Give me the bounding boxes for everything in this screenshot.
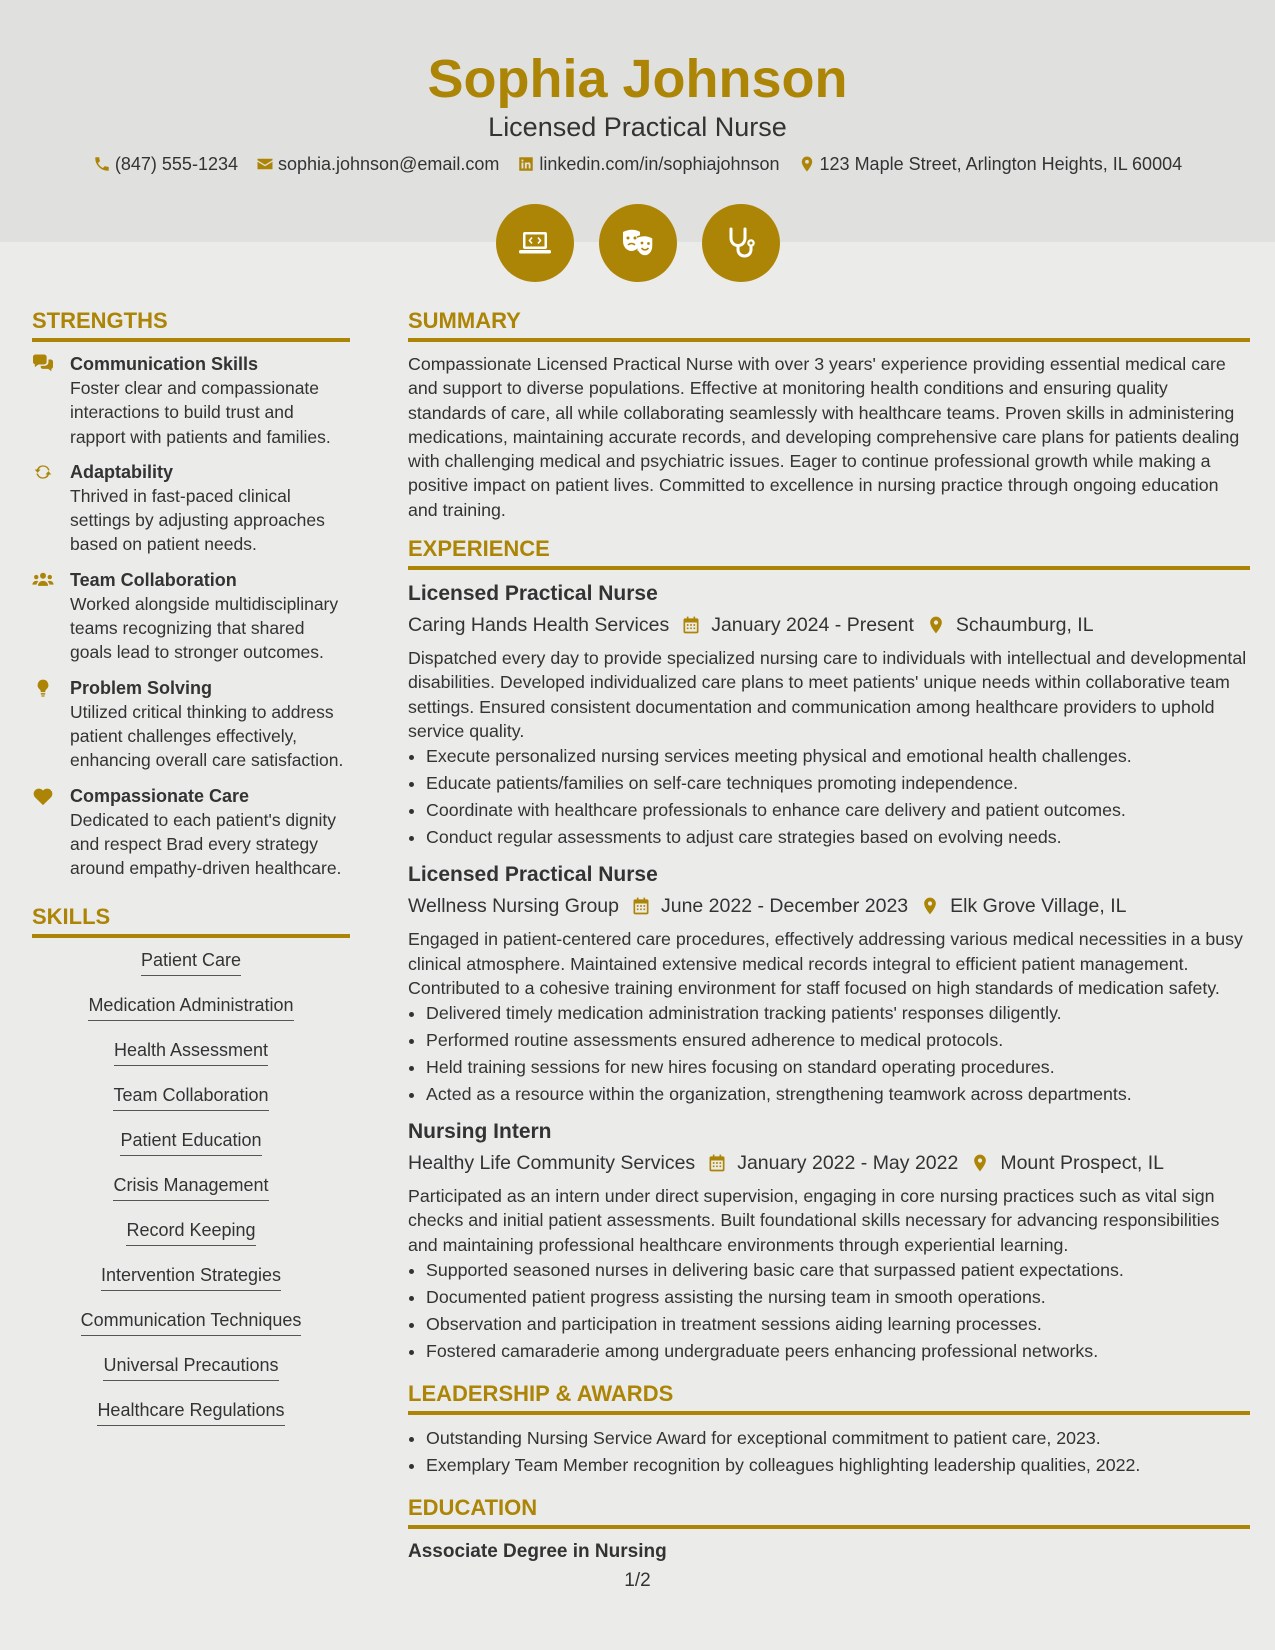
- skill-item: Health Assessment: [114, 1038, 268, 1066]
- job-role: Licensed Practical Nurse: [408, 863, 658, 887]
- list-item: • Execute personalized nursing services meeting physical and emotional health challenges.: [426, 743, 1250, 770]
- page-number: 1/2: [624, 1570, 651, 1591]
- job-meta: [408, 1149, 1250, 1177]
- job-location: Schaumburg, IL: [955, 614, 1094, 637]
- skill-item: Communication Techniques: [81, 1308, 302, 1336]
- skill-item: Medication Administration: [88, 993, 293, 1021]
- job-dates: June 2022 - December 2023: [660, 895, 909, 918]
- job-dates: January 2024 - Present: [711, 614, 914, 637]
- skill-item: Team Collaboration: [113, 1083, 268, 1111]
- stethoscope-badge: [702, 204, 780, 282]
- list-item: • Delivered timely medication administration tracking patients' responses diligently.: [426, 1000, 1250, 1027]
- contact-email[interactable]: [256, 152, 499, 176]
- strength-desc: Dedicated to each patient's dignity and respect Brad every strategy around empathy-driven healthcare.: [70, 809, 342, 879]
- list-item: • Educate patients/families on self-care techniques promoting independence.: [426, 770, 1250, 797]
- job-description: Dispatched every day to provide specialized nursing care to individuals with intellectual and developmental disabilities. Developed individualized care plans to meet patients' unique needs within collaborative team settings. Ensured consistent documentation and communication among healthcare providers to uphold service quality.: [408, 648, 1247, 741]
- list-item: • Outstanding Nursing Service Award for exceptional commitment to patient care, 2023.: [426, 1425, 1250, 1452]
- list-item: • Performed routine assessments ensured adherence to medical protocols.: [426, 1027, 1250, 1054]
- skill-item: Universal Precautions: [103, 1353, 278, 1381]
- list-item: • Coordinate with healthcare professionals to enhance care delivery and patient outcomes.: [426, 797, 1250, 824]
- phone-icon: [93, 155, 111, 173]
- laptop-code-icon: [515, 223, 555, 263]
- strength-desc: Thrived in fast-paced clinical settings by adjusting approaches based on patient needs.: [70, 485, 325, 555]
- candidate-name: Sophia Johnson: [427, 49, 848, 109]
- strength-title: Team Collaboration: [70, 569, 237, 590]
- list-item: • Conduct regular assessments to adjust care strategies based on evolving needs.: [426, 824, 1250, 851]
- users-icon: [32, 570, 54, 590]
- strength-item: [32, 784, 350, 881]
- location-icon: [920, 896, 940, 916]
- strength-item: [32, 676, 350, 773]
- strength-title: Adaptability: [70, 461, 174, 482]
- stethoscope-icon: [721, 223, 761, 263]
- skill-item: Intervention Strategies: [101, 1263, 281, 1291]
- skills-heading: SKILLS: [32, 902, 350, 938]
- calendar-icon: [681, 615, 701, 635]
- linkedin-icon: [517, 155, 535, 173]
- job-entry: [408, 1118, 1250, 1365]
- skill-item: Patient Care: [141, 948, 241, 976]
- strength-title: Problem Solving: [70, 677, 213, 698]
- job-entry: [408, 861, 1250, 1108]
- job-meta: [408, 892, 1250, 920]
- list-item: • Observation and participation in treatment sessions aiding learning processes.: [426, 1311, 1250, 1338]
- list-item: • Held training sessions for new hires focusing on standard operating procedures.: [426, 1054, 1250, 1081]
- skill-item: Healthcare Regulations: [97, 1398, 284, 1426]
- education-degree: Associate Degree in Nursing: [408, 1541, 667, 1563]
- strength-title: Compassionate Care: [70, 785, 250, 806]
- skills-list: [32, 948, 350, 1443]
- job-description: Participated as an intern under direct supervision, engaging in core nursing practices such as vital sign checks and initial patient assessments. Built foundational skills necessary for advancing responsibilities and maintaining professional healthcare environments through experiential learning.: [408, 1186, 1220, 1255]
- strength-item: [32, 568, 350, 665]
- theater-masks-icon: [618, 223, 658, 263]
- contact-address-text: 123 Maple Street, Arlington Heights, IL 60004: [819, 154, 1183, 174]
- comments-icon: [32, 354, 54, 374]
- awards-heading: LEADERSHIP & AWARDS: [408, 1379, 1250, 1415]
- contact-phone-text: (847) 555-1234: [114, 154, 238, 174]
- summary-text: Compassionate Licensed Practical Nurse with over 3 years' experience providing essential medical care and support to diverse populations. Effective at monitoring health conditions and ensuring quality standards of care, all while collaborating seamlessly with healthcare teams. Proven skills in administering medications, maintaining accurate records, and developing comprehensive care plans for patients dealing with challenging medical and psychiatric issues. Eager to continue professional growth while making a positive impact on patient lives. Committed to excellence in nursing practice through ongoing education and training.: [408, 354, 1240, 520]
- contact-address: [798, 152, 1183, 176]
- job-bullets: [408, 1000, 1250, 1108]
- calendar-icon: [707, 1153, 727, 1173]
- location-icon: [798, 155, 816, 173]
- location-icon: [926, 615, 946, 635]
- skill-item: Patient Education: [120, 1128, 261, 1156]
- list-item: • Acted as a resource within the organization, strengthening teamwork across departments.: [426, 1081, 1250, 1108]
- list-item: • Supported seasoned nurses in delivering basic care that surpassed patient expectations.: [426, 1257, 1250, 1284]
- contact-linkedin[interactable]: [517, 152, 779, 176]
- skill-item: Crisis Management: [113, 1173, 268, 1201]
- strength-item: [32, 352, 350, 449]
- left-column: [32, 306, 350, 1443]
- awards-list: [408, 1425, 1250, 1479]
- sync-icon: [32, 462, 54, 482]
- job-company: Wellness Nursing Group: [408, 895, 619, 918]
- header-badges: [0, 204, 1275, 282]
- skill-item: Record Keeping: [126, 1218, 255, 1246]
- contact-phone[interactable]: [93, 152, 238, 176]
- strength-desc: Utilized critical thinking to address patient challenges effectively, enhancing overall care satisfaction.: [70, 701, 344, 771]
- job-entry: [408, 580, 1250, 851]
- contact-bar: [0, 152, 1275, 176]
- list-item: • Exemplary Team Member recognition by colleagues highlighting leadership qualities, 2022.: [426, 1452, 1250, 1479]
- job-description: Engaged in patient-centered care procedures, effectively addressing various medical necessities in a busy clinical atmosphere. Maintained extensive medical records integral to efficient patient management. Contributed to a cohesive training environment for staff focused on high standards of medication safety.: [408, 929, 1243, 998]
- strength-desc: Foster clear and compassionate interactions to build trust and rapport with patients and families.: [70, 378, 331, 447]
- contact-linkedin-text: linkedin.com/in/sophiajohnson: [539, 154, 780, 174]
- experience-heading: EXPERIENCE: [408, 534, 1250, 570]
- strength-item: [32, 460, 350, 557]
- calendar-icon: [631, 896, 651, 916]
- lightbulb-icon: [32, 678, 54, 698]
- strength-desc: Worked alongside multidisciplinary teams recognizing that shared goals lead to stronger outcomes.: [70, 593, 339, 663]
- location-icon: [970, 1153, 990, 1173]
- job-company: Caring Hands Health Services: [408, 614, 670, 637]
- job-role: Nursing Intern: [408, 1120, 552, 1144]
- job-location: Elk Grove Village, IL: [950, 895, 1127, 918]
- job-role: Licensed Practical Nurse: [408, 582, 658, 606]
- list-item: • Documented patient progress assisting the nursing team in smooth operations.: [426, 1284, 1250, 1311]
- job-dates: January 2022 - May 2022: [737, 1152, 959, 1175]
- job-meta: [408, 611, 1250, 639]
- strength-title: Communication Skills: [70, 354, 259, 374]
- strengths-list: [32, 352, 350, 880]
- job-company: Healthy Life Community Services: [408, 1152, 696, 1175]
- job-bullets: [408, 743, 1250, 851]
- education-heading: EDUCATION: [408, 1493, 1250, 1529]
- job-bullets: [408, 1257, 1250, 1365]
- candidate-title: Licensed Practical Nurse: [488, 112, 787, 142]
- email-icon: [256, 155, 274, 173]
- right-column: [408, 306, 1250, 1565]
- theater-masks-badge: [599, 204, 677, 282]
- heart-icon: [32, 786, 54, 806]
- list-item: • Fostered camaraderie among undergraduate peers enhancing professional networks.: [426, 1338, 1250, 1365]
- contact-email-text: sophia.johnson@email.com: [277, 154, 500, 174]
- summary-heading: SUMMARY: [408, 306, 1250, 342]
- laptop-code-badge: [496, 204, 574, 282]
- strengths-heading: STRENGTHS: [32, 306, 350, 342]
- job-location: Mount Prospect, IL: [1000, 1152, 1164, 1175]
